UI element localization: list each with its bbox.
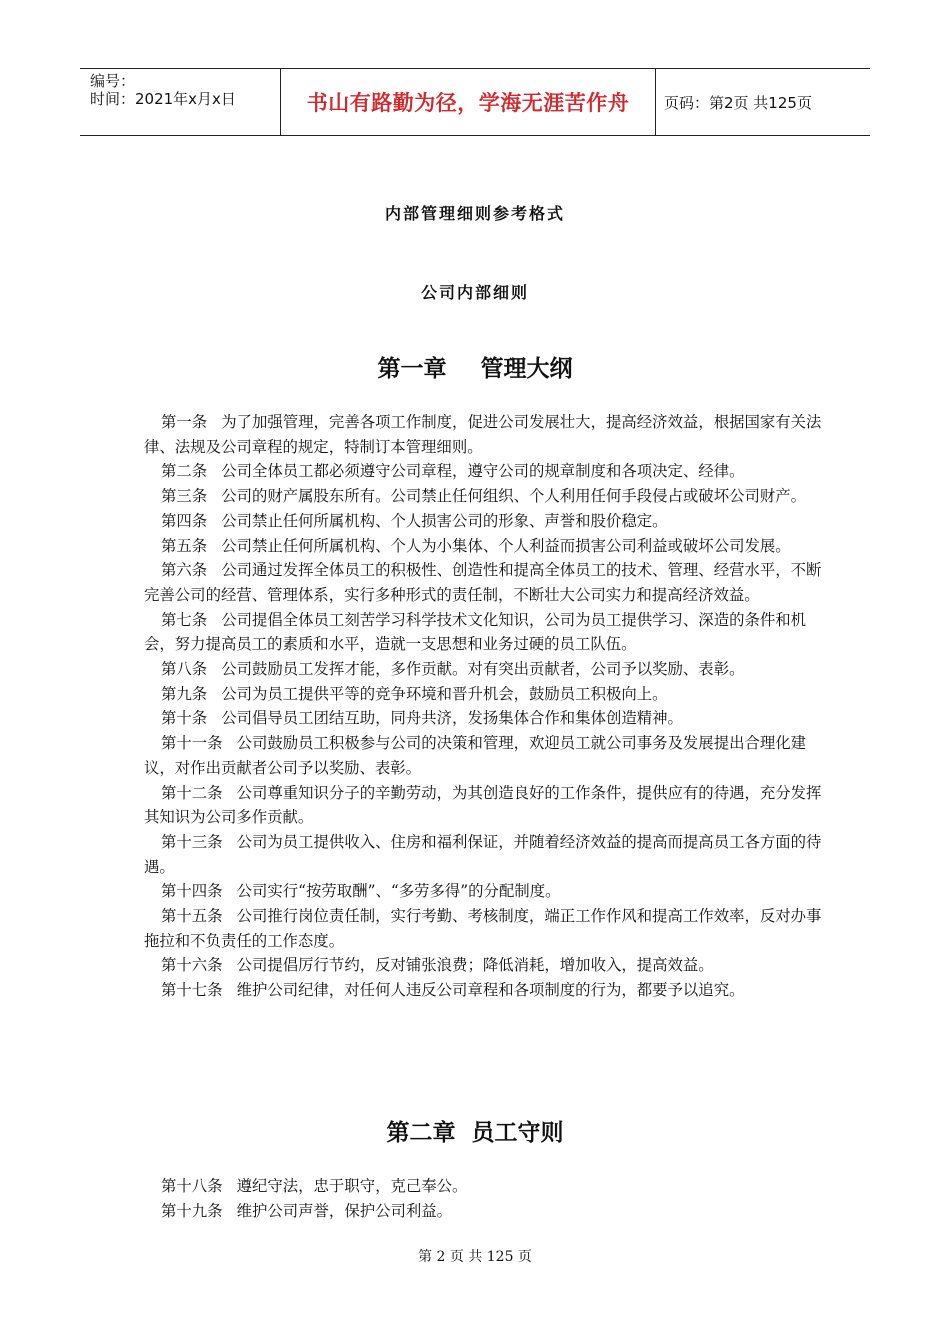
article-text: 为了加强管理，完善各项工作制度，促进公司发展壮大，提高经济效益，根据国家有关法律、法规及公司章程的规定，特制订本管理细则。 (144, 413, 822, 456)
article-number: 第十三条 (161, 832, 223, 851)
article-paragraph (144, 608, 824, 657)
article-paragraph (144, 879, 824, 904)
article-text: 遵纪守法，忠于职守，克己奉公。 (236, 1177, 468, 1195)
article-text: 公司禁止任何所属机构、个人损害公司的形象、声誉和股价稳定。 (221, 511, 668, 530)
article-paragraph (144, 682, 824, 707)
article-number: 第十七条 (161, 981, 223, 1000)
page-footer: 第 2 页 共 125 页 (418, 1249, 532, 1265)
article-paragraph (144, 953, 824, 978)
article-text: 公司鼓励员工发挥才能，多作贡献。对有突出贡献者，公司予以奖励、表彰。 (221, 660, 745, 679)
article-text: 公司实行“按劳取酬”、“多劳多得”的分配制度。 (236, 882, 561, 901)
article-text: 公司禁止任何所属机构、个人为小集体、个人利益而损害公司利益或破坏公司发展。 (221, 536, 791, 555)
article-paragraph (144, 731, 824, 780)
article-text: 维护公司声誉，保护公司利益。 (236, 1201, 453, 1220)
article-number: 第四条 (161, 511, 208, 530)
article-paragraph (144, 534, 824, 559)
article-number: 第十四条 (161, 882, 223, 901)
article-text: 公司倡导员工团结互助，同舟共济，发扬集体合作和集体创造精神。 (221, 709, 683, 728)
chapter-heading (0, 350, 950, 383)
article-text: 公司全体员工都必须遵守公司章程，遵守公司的规章制度和各项决定、经律。 (221, 462, 745, 481)
article-number: 第十五条 (161, 907, 223, 926)
chapter-heading (0, 1114, 950, 1147)
number-label: 编号： (90, 72, 136, 90)
article-paragraph (144, 484, 824, 509)
article-paragraph (144, 459, 824, 484)
article-number: 第三条 (161, 487, 208, 506)
article-paragraph (144, 657, 824, 682)
article-text: 公司的财产属股东所有。公司禁止任何组织、个人利用任何手段侵占或破坏公司财产。 (221, 487, 807, 506)
chapter-name: 员工守则 (471, 1120, 564, 1146)
article-text: 维护公司纪律，对任何人违反公司章程和各项制度的行为，都要予以追究。 (236, 981, 745, 1000)
article-text: 公司鼓励员工积极参与公司的决策和管理，欢迎员工就公司事务及发展提出合理化建议，对作出贡献者公司予以奖励、表彰。 (144, 734, 807, 777)
article-paragraph (144, 509, 824, 534)
article-list (144, 410, 824, 1003)
date-label: 时间：2021年x月x日 (90, 90, 236, 108)
article-text: 公司为员工提供平等的竞争环境和晋升机会，鼓励员工积极向上。 (221, 684, 668, 703)
article-paragraph (144, 558, 824, 607)
article-number: 第五条 (161, 536, 208, 555)
article-paragraph (144, 1199, 824, 1224)
article-number: 第十六条 (161, 956, 223, 975)
article-text: 公司尊重知识分子的辛勤劳动，为其创造良好的工作条件，提供应有的待遇，充分发挥其知识为公司多作贡献。 (144, 783, 822, 827)
article-paragraph (144, 706, 824, 731)
header-page-label: 页码：第2页 共125页 (664, 93, 812, 112)
article-list (144, 1174, 824, 1223)
article-paragraph (144, 978, 824, 1003)
article-number: 第八条 (161, 660, 208, 679)
article-number: 第十一条 (161, 734, 223, 753)
article-text: 公司推行岗位责任制，实行考勤、考核制度，端正工作作风和提高工作效率，反对办事拖拉和不负责任的工作态度。 (144, 907, 822, 950)
article-paragraph (144, 781, 824, 830)
article-number: 第一条 (161, 413, 208, 431)
article-text: 公司为员工提供收入、住房和福利保证，并随着经济效益的提高而提高员工各方面的待遇。 (144, 832, 822, 876)
chapter-number: 第一章 (377, 356, 447, 382)
document-title: 内部管理细则参考格式 (384, 204, 565, 223)
article-paragraph (144, 1174, 824, 1199)
chapter-number: 第二章 (386, 1120, 456, 1146)
chapter-name: 管理大纲 (480, 356, 573, 382)
article-text: 公司提倡全体员工刻苦学习科学技术文化知识，公司为员工提供学习、深造的条件和机会，努力提高员工的素质和水平，造就一支思想和业务过硬的员工队伍。 (144, 610, 807, 654)
article-number: 第二条 (161, 462, 208, 481)
article-number: 第十八条 (161, 1177, 223, 1195)
article-number: 第十条 (161, 709, 208, 728)
header-meta (80, 69, 281, 135)
article-number: 第九条 (161, 684, 208, 703)
article-number: 第七条 (161, 610, 208, 629)
article-paragraph (144, 904, 824, 953)
article-paragraph (144, 410, 824, 459)
article-text: 公司提倡厉行节约，反对铺张浪费；降低消耗，增加收入，提高效益。 (236, 956, 714, 975)
article-number: 第六条 (161, 561, 208, 580)
article-text: 公司通过发挥全体员工的积极性、创造性和提高全体员工的技术、管理、经营水平，不断完善公司的经营、管理体系，实行多种形式的责任制，不断壮大公司实力和提高经济效益。 (144, 561, 822, 604)
article-paragraph (144, 830, 824, 879)
document-subtitle: 公司内部细则 (420, 283, 529, 302)
page-header (80, 68, 870, 136)
article-number: 第十九条 (161, 1201, 223, 1220)
header-motto: 书山有路勤为径，学海无涯苦作舟 (281, 69, 656, 135)
article-number: 第十二条 (161, 783, 223, 802)
